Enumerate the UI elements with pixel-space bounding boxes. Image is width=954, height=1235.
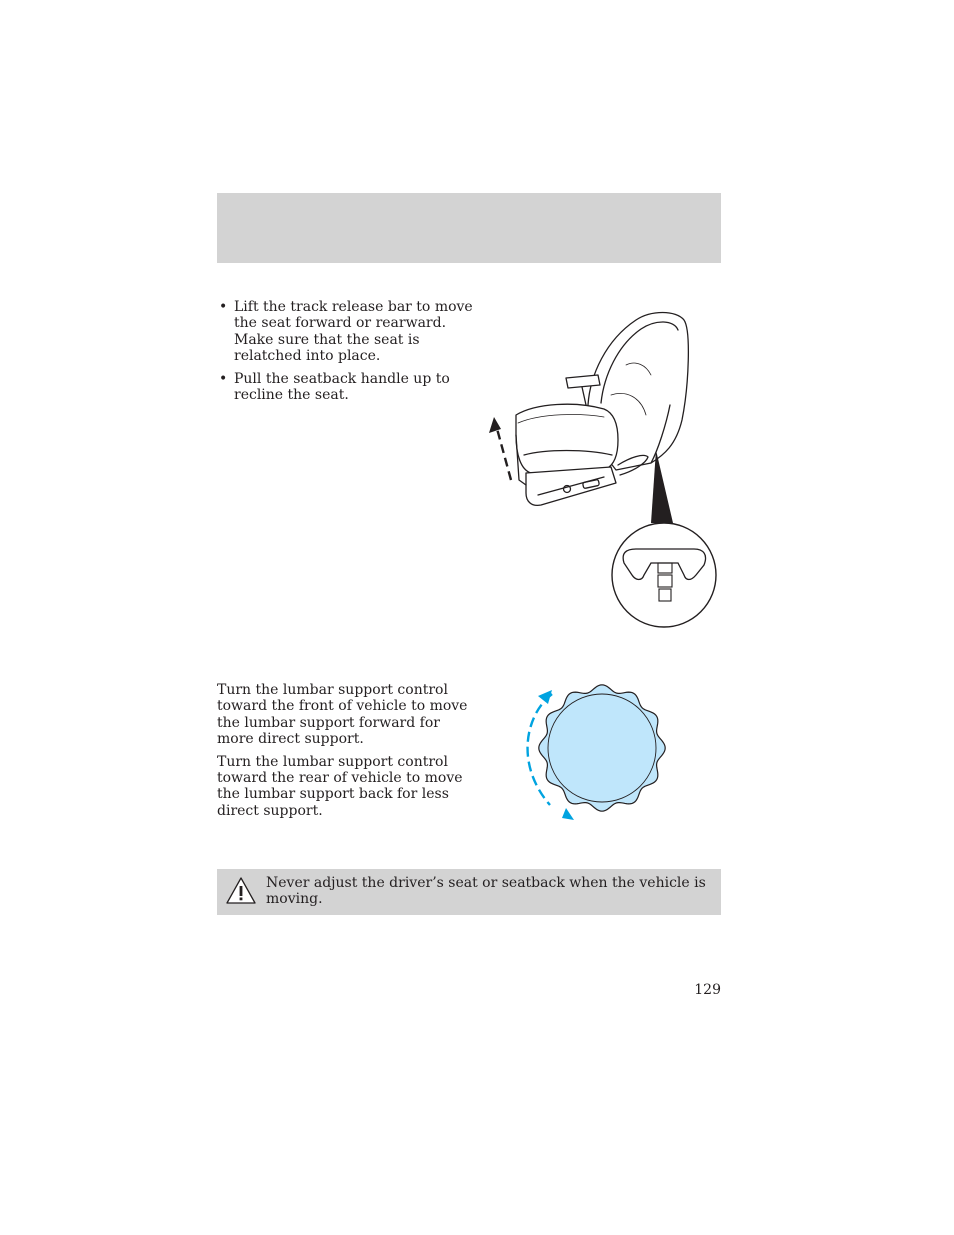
header-band bbox=[217, 193, 721, 263]
warning-triangle-icon bbox=[225, 876, 257, 906]
lumbar-knob-illustration bbox=[510, 680, 670, 825]
list-item: • Pull the seatback handle up to recline the seat. bbox=[219, 370, 450, 404]
lumbar-instructions bbox=[217, 682, 479, 825]
lumbar-paragraph: Turn the lumbar support control toward the front of vehicle to move the lumbar support forward for more direct support. bbox=[217, 682, 468, 748]
seat-illustration bbox=[486, 305, 722, 630]
page-number: 129 bbox=[694, 982, 721, 998]
lumbar-paragraph: Turn the lumbar support control toward the rear of vehicle to move the lumbar support back for less direct support. bbox=[217, 753, 463, 819]
warning-text: Never adjust the driver’s seat or seatback when the vehicle is moving. bbox=[266, 875, 706, 908]
warning-box bbox=[217, 869, 721, 915]
bullet-text: Pull the seatback handle up to recline the seat. bbox=[234, 370, 450, 404]
list-item: • Lift the track release bar to move the seat forward or rearward. Make sure that the seat is relatched into place. bbox=[219, 299, 473, 365]
seat-instructions-list bbox=[217, 299, 477, 409]
bullet-text: Lift the track release bar to move the seat forward or rearward. Make sure that the seat is relatched into place. bbox=[234, 299, 473, 365]
